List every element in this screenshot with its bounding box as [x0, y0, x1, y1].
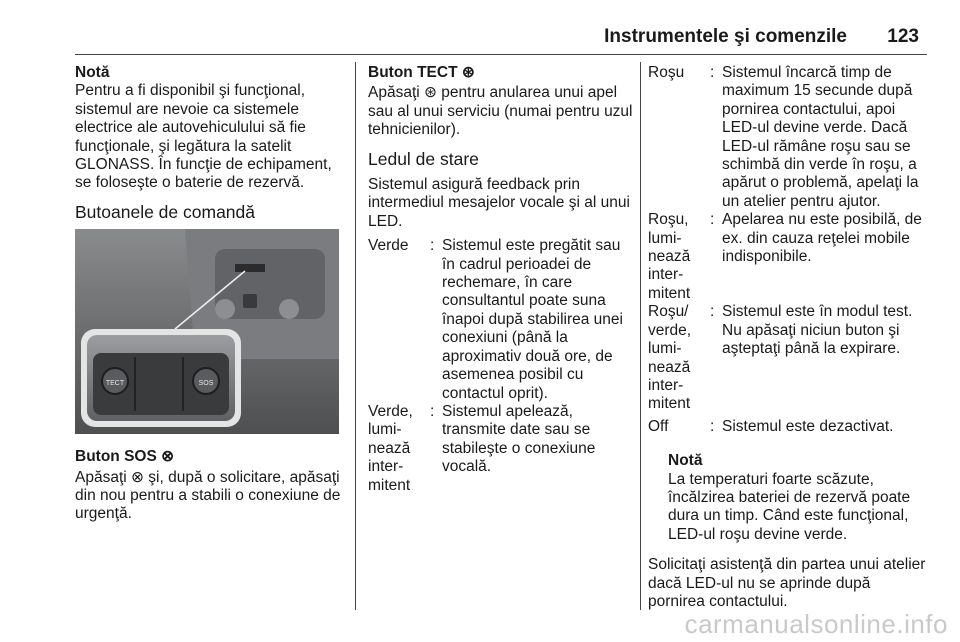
status-desc: Sistemul este dezactivat.: [722, 417, 894, 435]
status-row-green: [368, 237, 634, 403]
led-heading: Ledul de stare: [368, 148, 479, 169]
sos-body: Apăsaţi ⊗ şi, după o solicitare, apăsaţi din nou pentru a stabili o conexiune de urgenţă.: [75, 468, 341, 523]
note-body: La temperaturi foarte scăzute, încălzirea bateriei de rezervă poate dura un timp. Când este funcţional, LED-ul roşu devine verde.: [668, 470, 911, 543]
status-row-red: [648, 64, 928, 211]
column-1: [75, 64, 347, 524]
sos-button-label: SOS: [198, 380, 214, 388]
column-divider-1: [355, 62, 356, 610]
page-number: 123: [887, 26, 919, 47]
status-colon: :: [710, 303, 715, 321]
note-title: Notă: [75, 64, 110, 81]
status-desc: Sistemul apelează, transmite date sau se stabileşte o conexiune vocală.: [442, 402, 596, 476]
test-body: Apăsaţi ⊛ pentru anularea unui apel sau al unui serviciu (numai pentru uzul tehnicienilor).: [368, 84, 633, 139]
status-desc: Sistemul este pregătit sau în cadrul perioadei de rechemare, în care consultantul poate suna înapoi după stabilirea unei conexiuni (până la aproximativ două ore, de asemenea posibil cu contactul oprit).: [442, 237, 623, 402]
sos-heading: Buton SOS ⊗: [75, 448, 175, 466]
control-buttons-illustration: [75, 229, 339, 434]
status-desc: Apelarea nu este posibilă, de ex. din cauza reţelei mobile indisponibile.: [722, 211, 922, 266]
status-label: Roşu, lumi-nează inter-mitent: [648, 211, 691, 302]
note-title: Notă: [668, 452, 703, 470]
status-label: Roşu/ verde, lumi-nează inter-mitent: [648, 303, 692, 413]
status-label: Verde, lumi-nează inter-mitent: [368, 402, 413, 494]
status-label: Roşu: [648, 64, 685, 81]
status-colon: :: [710, 64, 715, 81]
column-divider-2: [640, 62, 641, 610]
section-heading: Butoanele de comandă: [75, 201, 255, 222]
page-header: [75, 22, 927, 48]
watermark: carmanualsonline.info: [684, 609, 948, 639]
chapter-title: Instrumentele şi comenzile: [604, 26, 847, 47]
note-body: Pentru a fi disponibil şi funcţional, sistemul are nevoie ca sistemele electrice ale autovehiculului să fie funcţionale, şi legătura la satelit GLONASS. În funcţie de echipament, se foloseşte o baterie de rezervă.: [75, 82, 332, 192]
status-colon: :: [710, 417, 715, 435]
control-buttons-photo: [75, 229, 339, 434]
note-box: [648, 452, 928, 544]
column-2: [368, 64, 634, 495]
led-intro: Sistemul asigură feedback prin intermediul mesajelor vocale şi al unui LED.: [368, 176, 630, 230]
status-colon: :: [430, 237, 435, 255]
column-3: [648, 64, 928, 611]
status-row-green-flashing: [368, 403, 634, 495]
tect-button-label: TECT: [105, 380, 125, 388]
status-row-off: [648, 418, 928, 436]
status-colon: :: [710, 211, 715, 229]
status-label: Verde: [368, 237, 409, 255]
status-desc: Sistemul încarcă timp de maximum 15 secunde după pornirea contactului, apoi LED-ul devine verde. Dacă LED-ul rămâne roşu sau se schimbă din verde în roşu, a apărut o problemă, apelaţi la un atelier pentru ajutor.: [722, 64, 919, 210]
status-row-red-flashing: [648, 211, 928, 303]
status-colon: :: [430, 402, 435, 420]
closing-paragraph: Solicitaţi asistenţă din partea unui atelier dacă LED-ul nu se aprinde după pornirea contactului.: [648, 556, 926, 610]
header-rule: [75, 54, 927, 55]
test-heading: Buton TECT ⊛: [368, 64, 475, 81]
status-row-red-green-flashing: [648, 303, 928, 413]
status-desc: Sistemul este în modul test. Nu apăsaţi niciun buton şi aşteptaţi până la expirare.: [722, 303, 913, 358]
status-label: Off: [648, 417, 669, 435]
